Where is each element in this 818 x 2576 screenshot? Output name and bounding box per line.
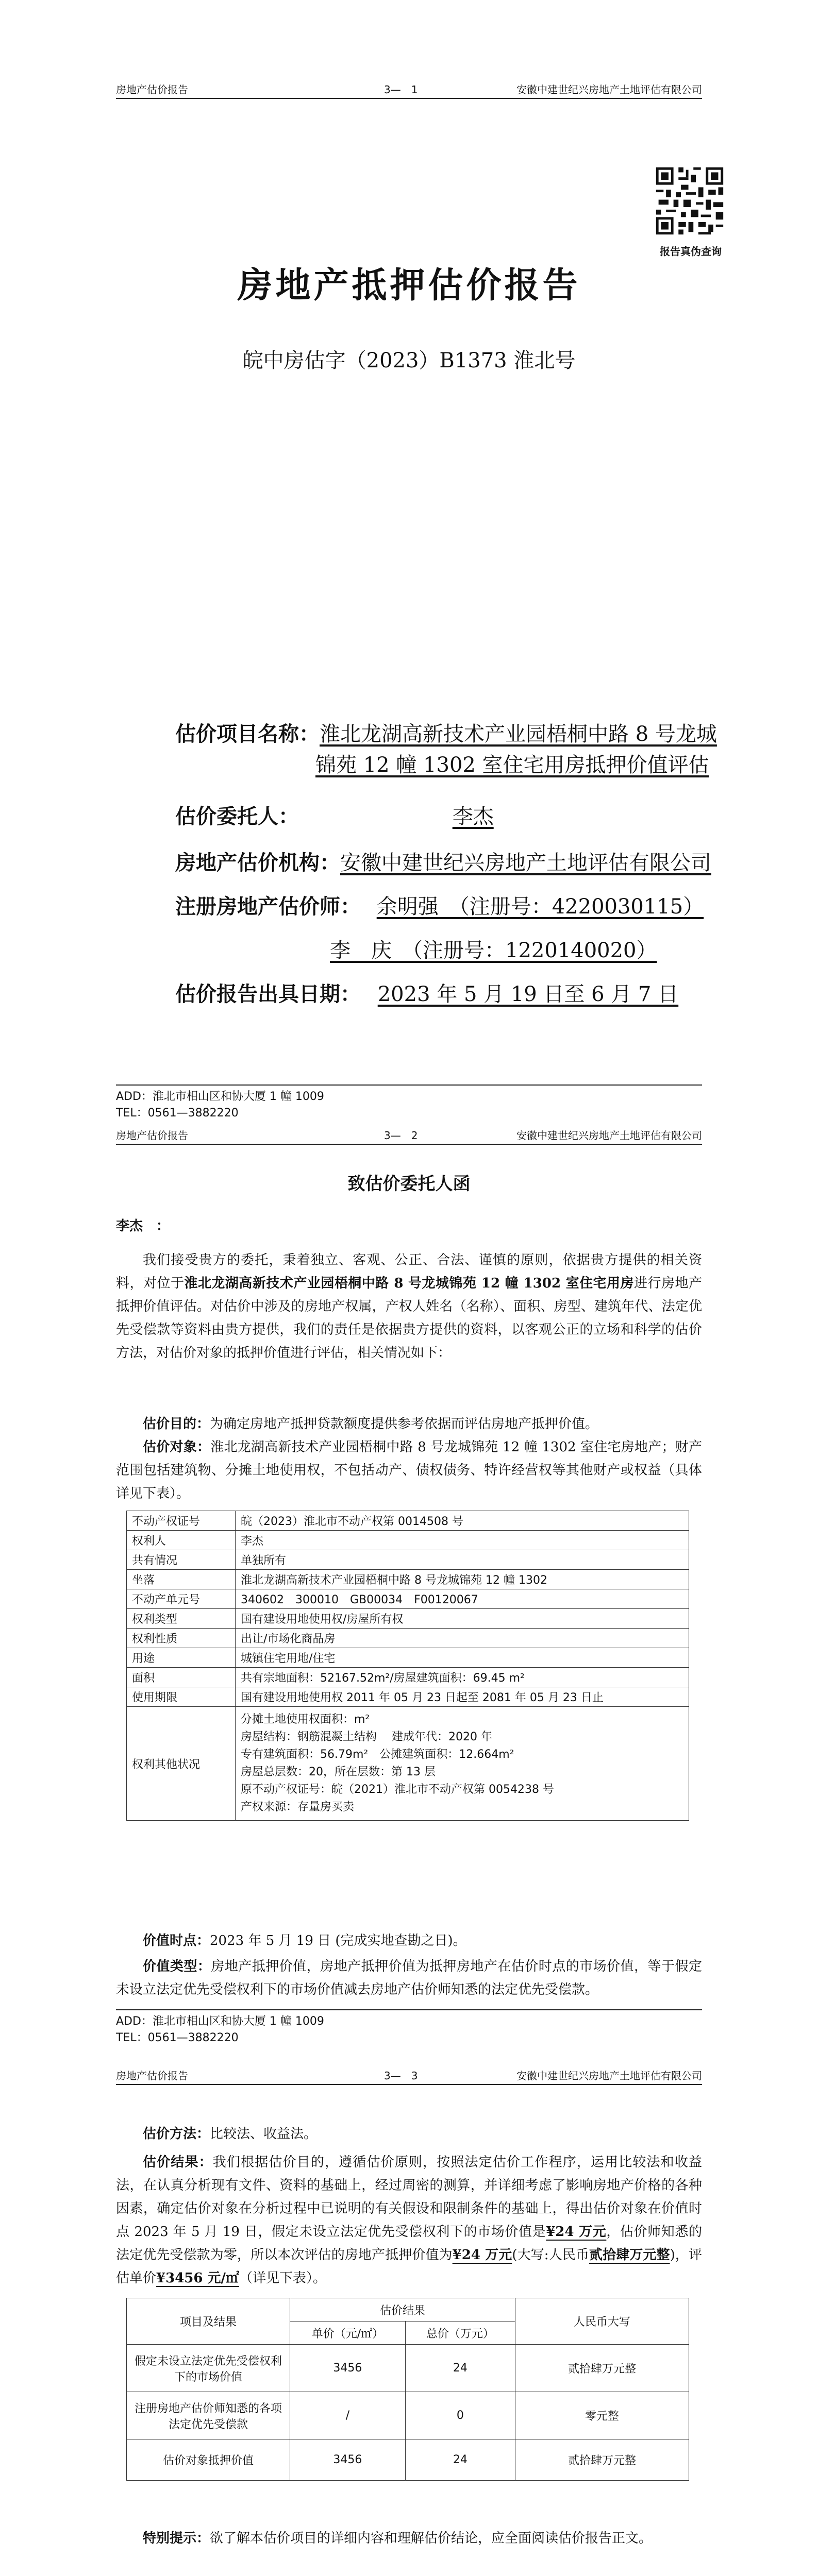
valuation-cell: 假定未设立法定优先受偿权利下的市场价值 <box>127 2345 290 2392</box>
other-status-line: 专有建筑面积：56.79m² 公摊建筑面积：12.664m² <box>241 1748 514 1761</box>
valuation-row <box>127 2392 689 2439</box>
valuation-cell: 注册房地产估价师知悉的各项法定优先受偿款 <box>127 2392 290 2439</box>
other-status-line: 原不动产权证号：皖（2021）淮北市不动产权第 0054238 号 <box>241 1783 554 1796</box>
salutation: 李杰 ： <box>116 1218 170 1234</box>
appraiser-2: 李 庆 （注册号：1220140020） <box>330 939 657 962</box>
info-row <box>127 1511 689 1531</box>
info-key: 权利类型 <box>127 1609 236 1629</box>
document-number: 皖中房估字（2023）B1373 淮北号 <box>242 349 576 372</box>
valuation-cell: 3456 <box>290 2439 406 2481</box>
info-value: 340602 300010 GB00034 F00120067 <box>236 1589 689 1609</box>
info-row <box>127 1609 689 1629</box>
info-value: 国有建设用地使用权 2011 年 05 月 23 日起至 2081 年 05 月 23 日止 <box>236 1687 689 1707</box>
info-value: 出让/市场化商品房 <box>236 1629 689 1648</box>
appraiser-1: 余明强 （注册号：4220030115） <box>376 895 704 919</box>
info-key: 不动产权证号 <box>127 1511 236 1531</box>
project-name-line2: 锦苑 12 幢 1302 室住宅用房抵押价值评估 <box>315 753 709 777</box>
valuation-cell: 24 <box>405 2439 515 2481</box>
valuation-cell: / <box>290 2392 406 2439</box>
info-key: 共有情况 <box>127 1550 236 1570</box>
other-status-line: 房屋结构：钢筋混凝土结构 建成年代：2020 年 <box>241 1731 492 1743</box>
page-header: 房地产估价报告 3— 3 安徽中建世纪兴房地产土地评估有限公司 <box>116 2063 702 2085</box>
info-key: 面积 <box>127 1668 236 1687</box>
page-header: 房地产估价报告 3— 2 安徽中建世纪兴房地产土地评估有限公司 <box>116 1123 702 1145</box>
valuation-cell: 0 <box>405 2392 515 2439</box>
valuation-cell: 零元整 <box>515 2392 689 2439</box>
valuation-cell: 3456 <box>290 2345 406 2392</box>
page-header: 房地产估价报告 3— 1 安徽中建世纪兴房地产土地评估有限公司 <box>116 77 702 99</box>
valuation-cell: 贰拾肆万元整 <box>515 2345 689 2392</box>
page-1 <box>0 0 818 1120</box>
property-info-table <box>126 1511 689 1821</box>
page-footer: ADD：淮北市相山区和协大厦 1 幢 1009 TEL：0561—3882220 <box>116 1084 702 1122</box>
info-row <box>127 1629 689 1648</box>
valuation-row <box>127 2439 689 2481</box>
info-row <box>127 1648 689 1668</box>
object-paragraph: 估价对象：淮北龙湖高新技术产业园梧桐中路 8 号龙城锦苑 12 幢 1302 室住宅房地产；财产范围包括建筑物、分摊土地使用权，不包括动产、债权债务、特许经营权等其他财产或权益（具体详见下表）。 <box>116 1439 702 1501</box>
purpose-paragraph: 估价目的：为确定房地产抵押贷款额度提供参考依据而评估房地产抵押价值。 <box>143 1416 599 1432</box>
institution-row: 房地产估价机构：安徽中建世纪兴房地产土地评估有限公司 <box>175 851 711 875</box>
report-date: 2023 年 5 月 19 日至 6 月 7 日 <box>377 982 679 1006</box>
method-paragraph: 估价方法：比较法、收益法。 <box>143 2126 318 2142</box>
info-row <box>127 1531 689 1550</box>
result-paragraph: 估价结果：我们根据估价目的，遵循估价原则，按照法定估价工作程序，运用比较法和收益法，在认真分析现有文件、资料的基础上，经过周密的测算，并详细考虑了影响房地产价格的各种因素，确定估价对象在分析过程中已说明的有关假设和限制条件的基础上，得出估价对象在价值时点 2023 年 5 月 19 日，假定未设立法定优先受偿权利下的市场价值是¥24 万元，估价师知悉的法定优先受偿款为零，所以本次评估的房地产抵押价值为¥24 万元(大写:人民币贰拾肆万元整)，评估单价¥3456 元/㎡（详见下表）。 <box>116 2155 702 2286</box>
qr-caption: 报告真伪查询 <box>660 245 722 258</box>
valuation-cell: 贰拾肆万元整 <box>515 2439 689 2481</box>
info-value <box>236 1707 689 1821</box>
info-row <box>127 1589 689 1609</box>
letter-title: 致估价委托人函 <box>347 1174 471 1194</box>
info-value: 皖（2023）淮北市不动产权第 0014508 号 <box>236 1511 689 1531</box>
info-key: 用途 <box>127 1648 236 1668</box>
client-row: 估价委托人： 李杰 <box>175 804 494 828</box>
project-name-row: 估价项目名称：淮北龙湖高新技术产业园梧桐中路 8 号龙城 <box>175 722 717 746</box>
other-status-line: 产权来源：存量房买卖 <box>241 1801 355 1814</box>
info-key: 坐落 <box>127 1570 236 1589</box>
info-key: 使用期限 <box>127 1687 236 1707</box>
info-value: 共有宗地面积：52167.52m²/房屋建筑面积：69.45 m² <box>236 1668 689 1687</box>
page-3 <box>0 2063 818 2576</box>
info-value: 李杰 <box>236 1531 689 1550</box>
info-row <box>127 1550 689 1570</box>
page-number: 3— 3 <box>384 2070 418 2082</box>
info-row <box>127 1707 689 1821</box>
info-value: 城镇住宅用地/住宅 <box>236 1648 689 1668</box>
info-key: 权利其他状况 <box>127 1707 236 1821</box>
page-number: 3— 1 <box>384 83 418 96</box>
info-value: 淮北龙湖高新技术产业园梧桐中路 8 号龙城锦苑 12 幢 1302 <box>236 1570 689 1589</box>
institution-name: 安徽中建世纪兴房地产土地评估有限公司 <box>340 851 711 875</box>
info-row <box>127 1687 689 1707</box>
client-name: 李杰 <box>452 805 494 828</box>
notice-paragraph: 特别提示：欲了解本估价项目的详细内容和理解估价结论，应全面阅读估价报告正文。 <box>143 2531 653 2546</box>
page-number: 3— 2 <box>384 1129 418 1142</box>
other-status-line: 房屋总层数：20，所在层数：第 13 层 <box>241 1766 436 1778</box>
valuation-cell: 估价对象抵押价值 <box>127 2439 290 2481</box>
page-2 <box>0 1123 818 2154</box>
project-name: 淮北龙湖高新技术产业园梧桐中路 8 号龙城 <box>320 722 717 746</box>
intro-paragraph: 我们接受贵方的委托，秉着独立、客观、公正、合法、谨慎的原则，依据贵方提供的相关资料，对位于淮北龙湖高新技术产业园梧桐中路 8 号龙城锦苑 12 幢 1302 室住宅用房进行房地产抵押价值评估。对估价中涉及的房地产权属，产权人姓名（名称）、面积、房型、建筑年代、法定优先受偿款等资料由贵方提供，我们的责任是依据贵方提供的资料，以客观公正的立场和科学的估价方法，对估价对象的抵押价值进行评估，相关情况如下： <box>116 1252 702 1361</box>
value-type-paragraph: 价值类型：房地产抵押价值，房地产抵押价值为抵押房地产在估价时点的市场价值，等于假定未设立法定优先受偿权利下的市场价值减去房地产估价师知悉的法定优先受偿款。 <box>116 1959 702 1997</box>
report-date-row: 估价报告出具日期： 2023 年 5 月 19 日至 6 月 7 日 <box>175 982 679 1006</box>
info-value: 单独所有 <box>236 1550 689 1570</box>
report-title: 房地产抵押估价报告 <box>237 265 581 306</box>
info-key: 不动产单元号 <box>127 1589 236 1609</box>
info-key: 权利人 <box>127 1531 236 1550</box>
info-key: 权利性质 <box>127 1629 236 1648</box>
info-value: 国有建设用地使用权/房屋所有权 <box>236 1609 689 1629</box>
info-row <box>127 1668 689 1687</box>
page-footer: ADD：淮北市相山区和协大厦 1 幢 1009 TEL：0561—3882220 <box>116 2009 702 2046</box>
qr-code-icon[interactable] <box>654 165 726 237</box>
info-row <box>127 1570 689 1589</box>
valuation-row <box>127 2345 689 2392</box>
valuation-result-table: 项目及结果 估价结果 人民币大写 单价（元/㎡） 总价（万元） 假定未设立法定优先受偿权利下的市场价值 3456 24 贰拾肆万元整 注册房地产估价师知悉的各项法定优先受偿款 / 0 零元整 估价对象抵押价值 3456 24 贰拾肆万元整 <box>126 2298 689 2481</box>
valuation-cell: 24 <box>405 2345 515 2392</box>
appraiser-row: 注册房地产估价师： 余明强 （注册号：4220030115） <box>175 894 704 919</box>
other-status-line: 分摊土地使用权面积：m² <box>241 1713 370 1726</box>
value-time-paragraph: 价值时点：2023 年 5 月 19 日 (完成实地查勘之日)。 <box>143 1933 466 1948</box>
